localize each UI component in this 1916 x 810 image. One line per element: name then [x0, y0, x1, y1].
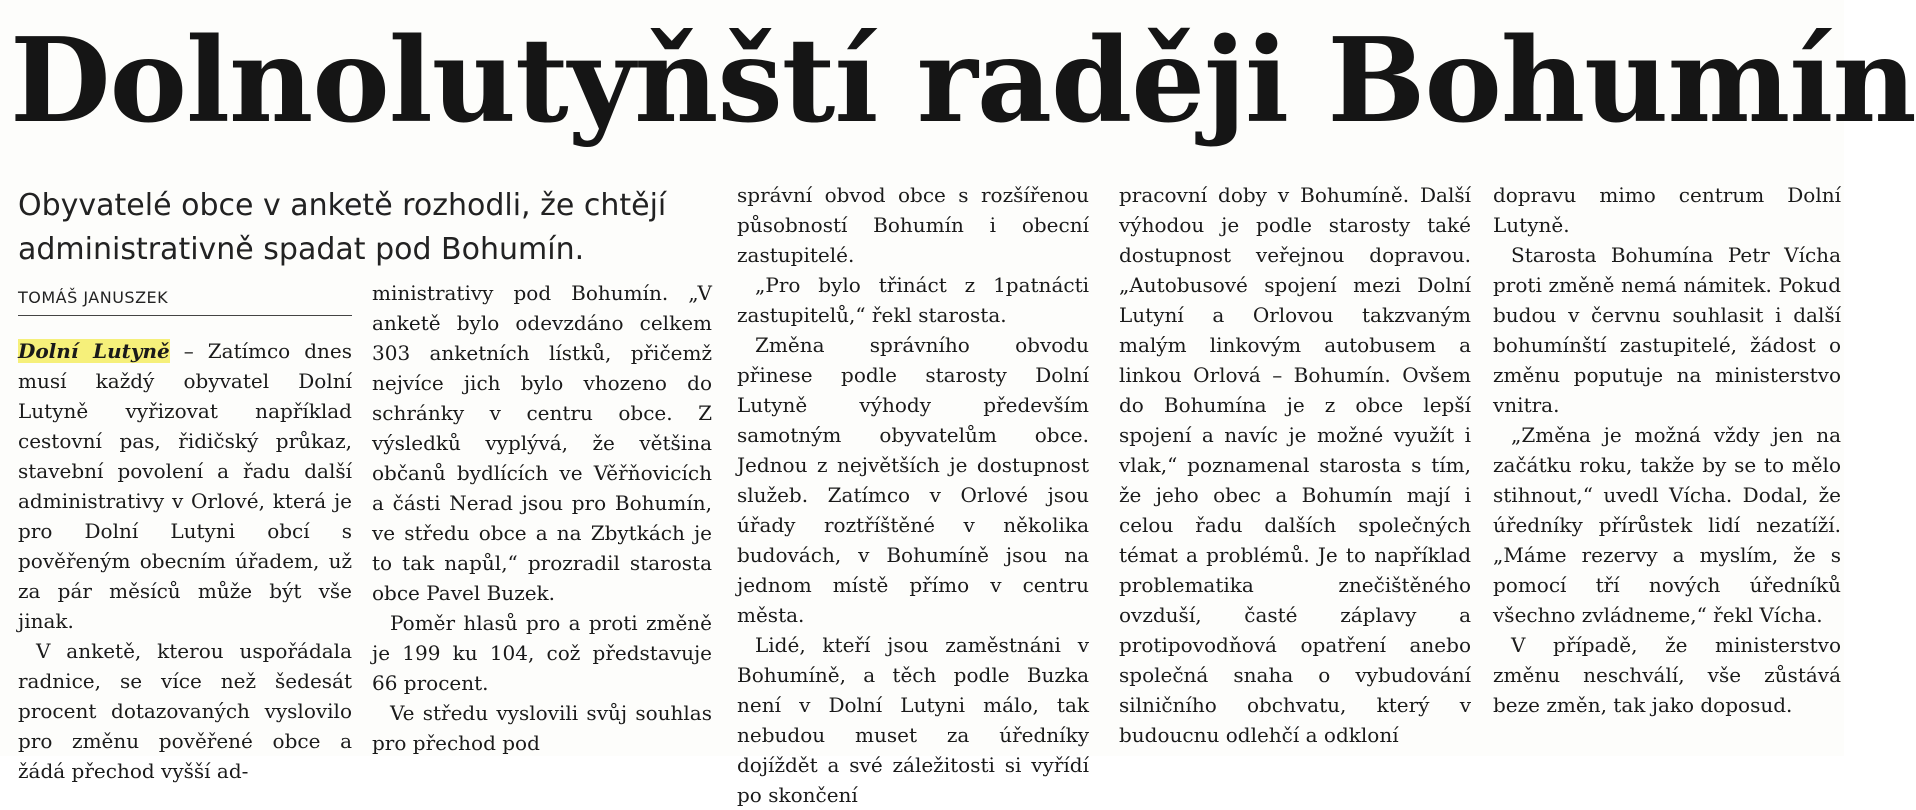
paragraph: „Změna je možná vždy jen na začátku roku, takže by se to mělo stihnout,“ uvedl Vícha. Dodal, že úředníky přírůstek lidí nezatíží. „Máme rezervy a myslím, že s pomocí tří nových úředníků všechno zvládneme,“ řekl Vícha. [1493, 423, 1841, 627]
paragraph: Dolní Lutyně – Zatímco dnes musí každý obyvatel Dolní Lutyně vyřizovat například cestovní pas, řidičský průkaz, stavební povolení a řadu další administrativy v Orlové, která je pro Dolní Lutyni obcí s pověřeným obecním úřadem, už za pár měsíců může být vše jinak. [18, 339, 352, 633]
article-lead: Obyvatelé obce v anketě rozhodli, že chtějí administrativně spadat pod Bohumín. [18, 188, 667, 267]
paragraph: dopravu mimo centrum Dolní Lutyně. [1493, 183, 1841, 237]
paragraph-text: Zatímco dnes musí každý obyvatel Dolní Lutyně vyřizovat například cestovní pas, řidičský průkaz, stavební povolení a řadu další administrativy v Orlové, která je pro Dolní Lutyni obcí s pověřeným obecním úřadem, už za pár měsíců může být vše jinak. [18, 339, 352, 633]
text-column-2 [372, 278, 712, 758]
paragraph: Změna správního obvodu přinese podle starosty Dolní Lutyně výhody především samotným obyvatelům obce. Jednou z největších je dostupnost služeb. Zatímco v Orlové jsou úřady roztříštěné v několika budovách, v Bohumíně jsou na jednom místě přímo v centru města. [737, 333, 1089, 627]
paragraph: Ve středu vyslovili svůj souhlas pro přechod pod [372, 701, 712, 755]
paragraph: Starosta Bohumína Petr Vícha proti změně nemá námitek. Pokud budou v červnu souhlasit i další bohumínští zastupitelé, žádost o změnu poputuje na ministerstvo vnitra. [1493, 243, 1841, 417]
text-column-4 [1119, 180, 1471, 750]
paragraph: Poměr hlasů pro a proti změně je 199 ku 104, což představuje 66 procent. [372, 611, 712, 695]
paragraph: V případě, že ministerstvo změnu neschválí, vše zůstává beze změn, tak jako doposud. [1493, 633, 1841, 717]
paragraph: pracovní doby v Bohumíně. Další výhodou je podle starosty také dostupnost veřejnou dopravou. „Autobusové spojení mezi Dolní Lutyní a Orlovou takzvaným malým linkovým autobusem a linkou Orlová – Bohumín. Ovšem do Bohumína je z obce lepší spojení a navíc je možné využít i vlak,“ poznamenal starosta s tím, že jeho obec a Bohumín mají i celou řadu dalších společných témat a problémů. Je to například problematika znečištěného ovzduší, časté záplavy a protipovodňová opatření anebo společná snaha o vybudování silničního obchvatu, který v budoucnu odlehčí a odkloní [1119, 183, 1471, 747]
dateline-place: Dolní Lutyně [18, 339, 170, 363]
paragraph: správní obvod obce s rozšířenou působností Bohumín i obecní zastupitelé. [737, 183, 1089, 267]
article-byline: TOMÁŠ JANUSZEK [18, 287, 352, 316]
article-headline: Dolnolutyňští raději Bohumín [10, 13, 1916, 149]
paragraph: V anketě, kterou uspořádala radnice, se více než šedesát procent dotazovaných vyslovilo pro změnu pověřené obce a žádá přechod vyšší ad- [18, 639, 352, 783]
text-column-5 [1493, 180, 1841, 720]
paragraph: „Pro bylo třináct z 1patnácti zastupitelů,“ řekl starosta. [737, 273, 1089, 327]
paragraph: Lidé, kteří jsou zaměstnáni v Bohumíně, a těch podle Buzka není v Dolní Lutyni málo, tak nebudou muset za úředníky dojíždět a své záležitosti si vyřídí po skončení [737, 633, 1089, 807]
text-column-1 [18, 336, 352, 786]
text-column-3 [737, 180, 1089, 810]
paragraph: ministrativy pod Bohumín. „V anketě bylo odevzdáno celkem 303 anketních lístků, přičemž nejvíce jich bylo vhozeno do schránky v centru obce. Z výsledků vyplývá, že většina občanů bydlících ve Věřňovicích a části Nerad jsou pro Bohumín, ve středu obce a na Zbytkách je to tak napůl,“ prozradil starosta obce Pavel Buzek. [372, 281, 712, 605]
